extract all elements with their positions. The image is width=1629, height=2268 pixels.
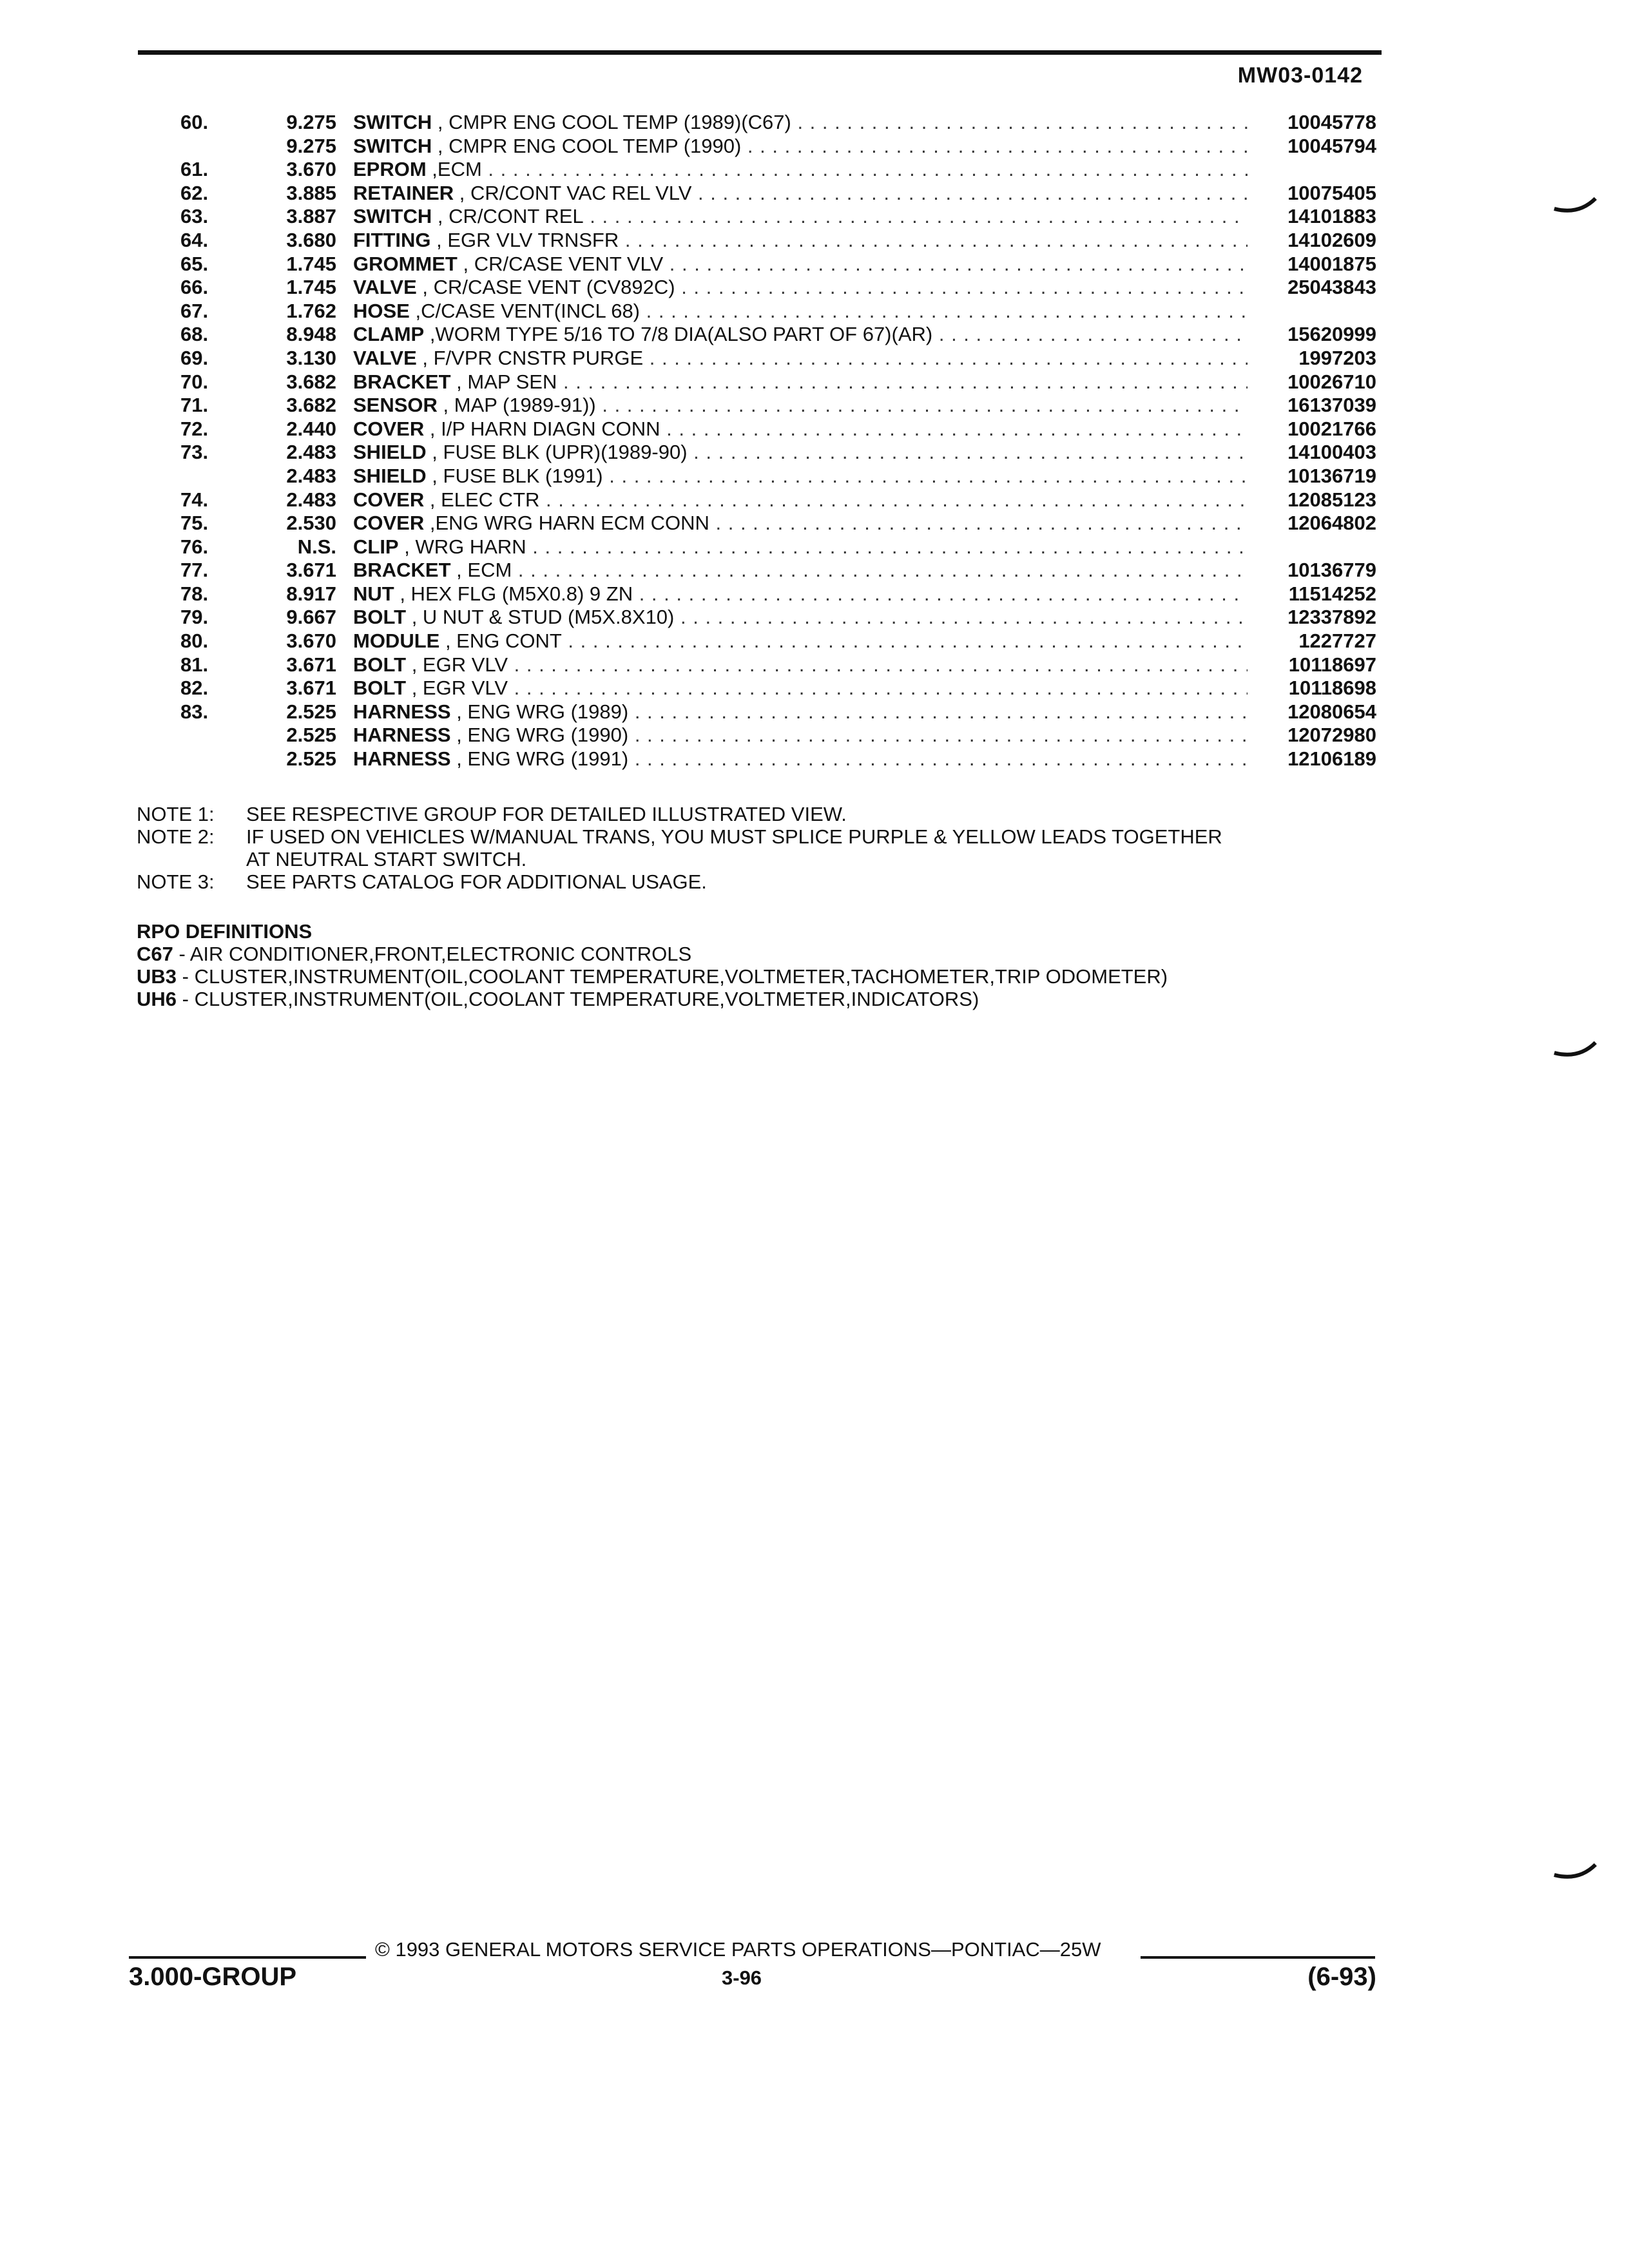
- part-name: CLAMP: [353, 323, 425, 346]
- part-name: MODULE: [353, 629, 440, 653]
- table-row: [0, 418, 1629, 441]
- item-number: 80.: [180, 629, 209, 653]
- part-number: 10136719: [1287, 464, 1376, 487]
- rpo-code: UB3: [137, 965, 177, 988]
- part-name: SWITCH: [353, 205, 432, 228]
- part-number: 12072980: [1287, 724, 1376, 747]
- part-number: 1997203: [1298, 346, 1376, 369]
- rpo-title: RPO DEFINITIONS: [137, 920, 313, 943]
- part-number: 10118698: [1288, 677, 1376, 700]
- table-row: [0, 135, 1629, 159]
- part-description: [353, 182, 1248, 206]
- note-label: NOTE 1:: [137, 803, 215, 825]
- note-text: SEE PARTS CATALOG FOR ADDITIONAL USAGE.: [246, 870, 707, 893]
- part-description: [353, 135, 1248, 159]
- group-number: 3.682: [286, 370, 336, 393]
- table-row: [0, 488, 1629, 512]
- part-detail: , EGR VLV: [406, 653, 508, 676]
- table-row: [0, 582, 1629, 606]
- part-detail: ,C/CASE VENT(INCL 68): [409, 299, 641, 322]
- top-rule: [138, 50, 1382, 55]
- note-label: NOTE 2:: [137, 825, 215, 848]
- item-number: 65.: [180, 252, 209, 275]
- table-row: [0, 394, 1629, 418]
- group-number: 3.670: [286, 629, 336, 653]
- item-number: 82.: [180, 677, 209, 700]
- table-row: [0, 182, 1629, 206]
- part-description: [353, 653, 1248, 677]
- part-detail: , MAP SEN: [450, 370, 557, 393]
- group-number: 3.130: [286, 346, 336, 369]
- note-text: AT NEUTRAL START SWITCH.: [246, 848, 527, 870]
- part-description: [353, 205, 1248, 229]
- group-number: 1.745: [286, 276, 336, 299]
- part-number: 14102609: [1287, 228, 1376, 251]
- group-number: 3.887: [286, 205, 336, 228]
- item-number: 73.: [180, 441, 209, 464]
- part-name: BOLT: [353, 606, 407, 629]
- part-name: VALVE: [353, 346, 417, 369]
- part-description: [353, 677, 1248, 700]
- part-description: [353, 253, 1248, 276]
- rpo-text: - CLUSTER,INSTRUMENT(OIL,COOLANT TEMPERATURE,VOLTMETER,TACHOMETER,TRIP ODOMETER): [177, 965, 1168, 988]
- footer-group-label: 3.000-GROUP: [129, 1963, 297, 1991]
- group-number: 3.671: [286, 653, 336, 676]
- group-number: 9.275: [286, 111, 336, 133]
- item-number: 69.: [180, 346, 209, 369]
- part-detail: , CR/CONT REL: [432, 205, 584, 228]
- part-name: EPROM: [353, 158, 427, 181]
- part-name: COVER: [353, 512, 425, 535]
- part-number: 10045778: [1287, 111, 1376, 133]
- part-description: [353, 111, 1248, 135]
- part-description: [353, 441, 1248, 465]
- table-row: [0, 465, 1629, 488]
- part-number: 12064802: [1287, 512, 1376, 535]
- part-detail: , FUSE BLK (1991): [426, 464, 603, 487]
- part-name: VALVE: [353, 276, 417, 299]
- group-number: 9.667: [286, 606, 336, 629]
- part-name: COVER: [353, 417, 425, 440]
- part-name: BRACKET: [353, 559, 451, 582]
- part-detail: , CR/CONT VAC REL VLV: [454, 181, 692, 204]
- part-number: 16137039: [1287, 394, 1376, 417]
- table-row: [0, 229, 1629, 253]
- part-name: SWITCH: [353, 134, 432, 157]
- part-description: [353, 535, 1248, 559]
- part-description: [353, 300, 1248, 323]
- table-row: [0, 111, 1629, 135]
- rpo-code: C67: [137, 943, 173, 965]
- item-number: 64.: [180, 228, 209, 251]
- copyright-text: © 1993 GENERAL MOTORS SERVICE PARTS OPERATIONS—PONTIAC—25W: [375, 1938, 1101, 1961]
- part-name: NUT: [353, 582, 394, 605]
- group-number: 3.885: [286, 181, 336, 204]
- part-detail: , F/VPR CNSTR PURGE: [416, 346, 644, 369]
- group-number: 9.275: [286, 134, 336, 157]
- part-description: [353, 700, 1248, 724]
- part-description: [353, 323, 1248, 347]
- group-number: 8.917: [286, 582, 336, 605]
- part-description: [353, 512, 1248, 535]
- group-number: 8.948: [286, 323, 336, 346]
- part-description: [353, 559, 1248, 582]
- item-number: 75.: [180, 512, 209, 535]
- footer-rule-left: [129, 1956, 366, 1959]
- table-row: [0, 559, 1629, 582]
- part-detail: , ENG WRG (1991): [450, 747, 629, 771]
- item-number: 81.: [180, 653, 209, 676]
- group-number: 1.745: [286, 252, 336, 275]
- part-name: RETAINER: [353, 181, 454, 204]
- part-detail: , MAP (1989-91)): [437, 394, 596, 417]
- group-number: 3.670: [286, 158, 336, 181]
- part-name: GROMMET: [353, 252, 458, 275]
- group-number: 2.483: [286, 488, 336, 511]
- table-row: [0, 441, 1629, 465]
- part-name: HOSE: [353, 299, 410, 322]
- part-detail: ,ECM: [426, 158, 482, 181]
- document-code: MW03-0142: [1237, 63, 1363, 88]
- rpo-text: - CLUSTER,INSTRUMENT(OIL,COOLANT TEMPERATURE,VOLTMETER,INDICATORS): [177, 988, 979, 1010]
- item-number: 70.: [180, 370, 209, 393]
- part-name: BOLT: [353, 677, 407, 700]
- part-description: [353, 370, 1248, 394]
- table-row: [0, 653, 1629, 677]
- part-detail: , WRG HARN: [398, 535, 526, 558]
- part-detail: , ECM: [450, 559, 512, 582]
- table-row: [0, 606, 1629, 629]
- table-row: [0, 158, 1629, 182]
- binding-mark-icon: [1553, 193, 1598, 216]
- footer-rule-right: [1141, 1956, 1375, 1959]
- part-name: CLIP: [353, 535, 399, 558]
- rpo-item: [137, 988, 1168, 1010]
- item-number: 83.: [180, 700, 209, 723]
- binding-mark-icon: [1553, 1037, 1598, 1061]
- date-code: (6-93): [1307, 1963, 1376, 1991]
- part-number: 25043843: [1287, 276, 1376, 299]
- part-detail: , CR/CASE VENT VLV: [457, 252, 664, 275]
- part-name: HARNESS: [353, 700, 451, 723]
- group-number: 2.440: [286, 417, 336, 440]
- part-name: FITTING: [353, 228, 431, 251]
- note-text: SEE RESPECTIVE GROUP FOR DETAILED ILLUSTRATED VIEW.: [246, 803, 847, 825]
- part-description: [353, 158, 1248, 182]
- part-detail: , FUSE BLK (UPR)(1989-90): [426, 441, 688, 464]
- part-number: 15620999: [1287, 323, 1376, 346]
- part-name: SHIELD: [353, 441, 427, 464]
- table-row: [0, 629, 1629, 653]
- part-description: [353, 347, 1248, 370]
- item-number: 62.: [180, 181, 209, 204]
- note-label: NOTE 3:: [137, 870, 215, 893]
- part-number: 11514252: [1288, 582, 1376, 605]
- item-number: 77.: [180, 559, 209, 582]
- group-number: 1.762: [286, 299, 336, 322]
- part-number: 10118697: [1288, 653, 1376, 676]
- rpo-item: [137, 965, 1168, 988]
- part-detail: ,ENG WRG HARN ECM CONN: [424, 512, 709, 535]
- part-description: [353, 488, 1248, 512]
- group-number: 3.682: [286, 394, 336, 417]
- part-name: HARNESS: [353, 724, 451, 747]
- item-number: 61.: [180, 158, 209, 181]
- table-row: [0, 512, 1629, 535]
- part-description: [353, 418, 1248, 441]
- item-number: 67.: [180, 299, 209, 322]
- group-number: 2.530: [286, 512, 336, 535]
- part-description: [353, 606, 1248, 629]
- part-number: 14101883: [1287, 205, 1376, 228]
- table-row: [0, 253, 1629, 276]
- part-detail: , HEX FLG (M5X0.8) 9 ZN: [394, 582, 633, 605]
- group-number: 2.525: [286, 724, 336, 747]
- table-row: [0, 747, 1629, 771]
- part-description: [353, 229, 1248, 253]
- part-name: SWITCH: [353, 111, 432, 133]
- part-number: 10021766: [1287, 417, 1376, 440]
- table-row: [0, 677, 1629, 700]
- table-row: [0, 205, 1629, 229]
- part-number: 12106189: [1287, 747, 1376, 771]
- item-number: 60.: [180, 111, 209, 133]
- part-description: [353, 276, 1248, 300]
- part-number: 10075405: [1287, 181, 1376, 204]
- table-row: [0, 276, 1629, 300]
- group-number: 2.525: [286, 747, 336, 771]
- item-number: 78.: [180, 582, 209, 605]
- part-name: BRACKET: [353, 370, 451, 393]
- part-description: [353, 394, 1248, 418]
- part-number: 10045794: [1287, 134, 1376, 157]
- part-description: [353, 629, 1248, 653]
- group-number: 2.483: [286, 441, 336, 464]
- item-number: 68.: [180, 323, 209, 346]
- parts-list: [0, 111, 1629, 771]
- table-row: [0, 347, 1629, 370]
- part-number: 1227727: [1298, 629, 1376, 653]
- rpo-code: UH6: [137, 988, 177, 1010]
- table-row: [0, 300, 1629, 323]
- part-description: [353, 747, 1248, 771]
- table-row: [0, 323, 1629, 347]
- part-detail: ,WORM TYPE 5/16 TO 7/8 DIA(ALSO PART OF 67)(AR): [424, 323, 933, 346]
- item-number: 63.: [180, 205, 209, 228]
- part-name: COVER: [353, 488, 425, 511]
- part-number: 10136779: [1287, 559, 1376, 582]
- part-number: 12085123: [1287, 488, 1376, 511]
- part-detail: , ENG WRG (1990): [450, 724, 629, 747]
- group-number: 2.483: [286, 464, 336, 487]
- group-number: 3.680: [286, 228, 336, 251]
- rpo-definitions: [137, 920, 1168, 1010]
- part-name: SENSOR: [353, 394, 438, 417]
- page-number: 3-96: [722, 1966, 762, 1989]
- table-row: [0, 535, 1629, 559]
- table-row: [0, 700, 1629, 724]
- table-row: [0, 370, 1629, 394]
- rpo-item: [137, 943, 1168, 965]
- part-detail: , ENG CONT: [439, 629, 562, 653]
- rpo-text: - AIR CONDITIONER,FRONT,ELECTRONIC CONTROLS: [173, 943, 692, 965]
- part-detail: , ENG WRG (1989): [450, 700, 629, 723]
- part-number: 12080654: [1287, 700, 1376, 723]
- binding-mark-icon: [1553, 1860, 1598, 1883]
- part-number: 12337892: [1287, 606, 1376, 629]
- item-number: 66.: [180, 276, 209, 299]
- part-detail: , U NUT & STUD (M5X.8X10): [406, 606, 675, 629]
- group-number: 2.525: [286, 700, 336, 723]
- note-text: IF USED ON VEHICLES W/MANUAL TRANS, YOU MUST SPLICE PURPLE & YELLOW LEADS TOGETHER: [246, 825, 1222, 848]
- item-number: 79.: [180, 606, 209, 629]
- item-number: 71.: [180, 394, 209, 417]
- item-number: 74.: [180, 488, 209, 511]
- part-description: [353, 724, 1248, 747]
- part-detail: , CR/CASE VENT (CV892C): [416, 276, 675, 299]
- part-detail: , CMPR ENG COOL TEMP (1989)(C67): [432, 111, 791, 133]
- part-name: SHIELD: [353, 464, 427, 487]
- table-row: [0, 724, 1629, 747]
- item-number: 76.: [180, 535, 209, 558]
- part-detail: , EGR VLV: [406, 677, 508, 700]
- part-detail: , CMPR ENG COOL TEMP (1990): [432, 134, 742, 157]
- item-number: 72.: [180, 417, 209, 440]
- group-number: 3.671: [286, 677, 336, 700]
- part-detail: , EGR VLV TRNSFR: [430, 228, 619, 251]
- part-detail: , ELEC CTR: [424, 488, 540, 511]
- part-detail: , I/P HARN DIAGN CONN: [424, 417, 660, 440]
- part-description: [353, 465, 1248, 488]
- group-number: N.S.: [297, 535, 336, 558]
- part-number: 14100403: [1287, 441, 1376, 464]
- part-name: BOLT: [353, 653, 407, 676]
- part-number: 10026710: [1287, 370, 1376, 393]
- part-number: 14001875: [1287, 252, 1376, 275]
- group-number: 3.671: [286, 559, 336, 582]
- part-description: [353, 582, 1248, 606]
- part-name: HARNESS: [353, 747, 451, 771]
